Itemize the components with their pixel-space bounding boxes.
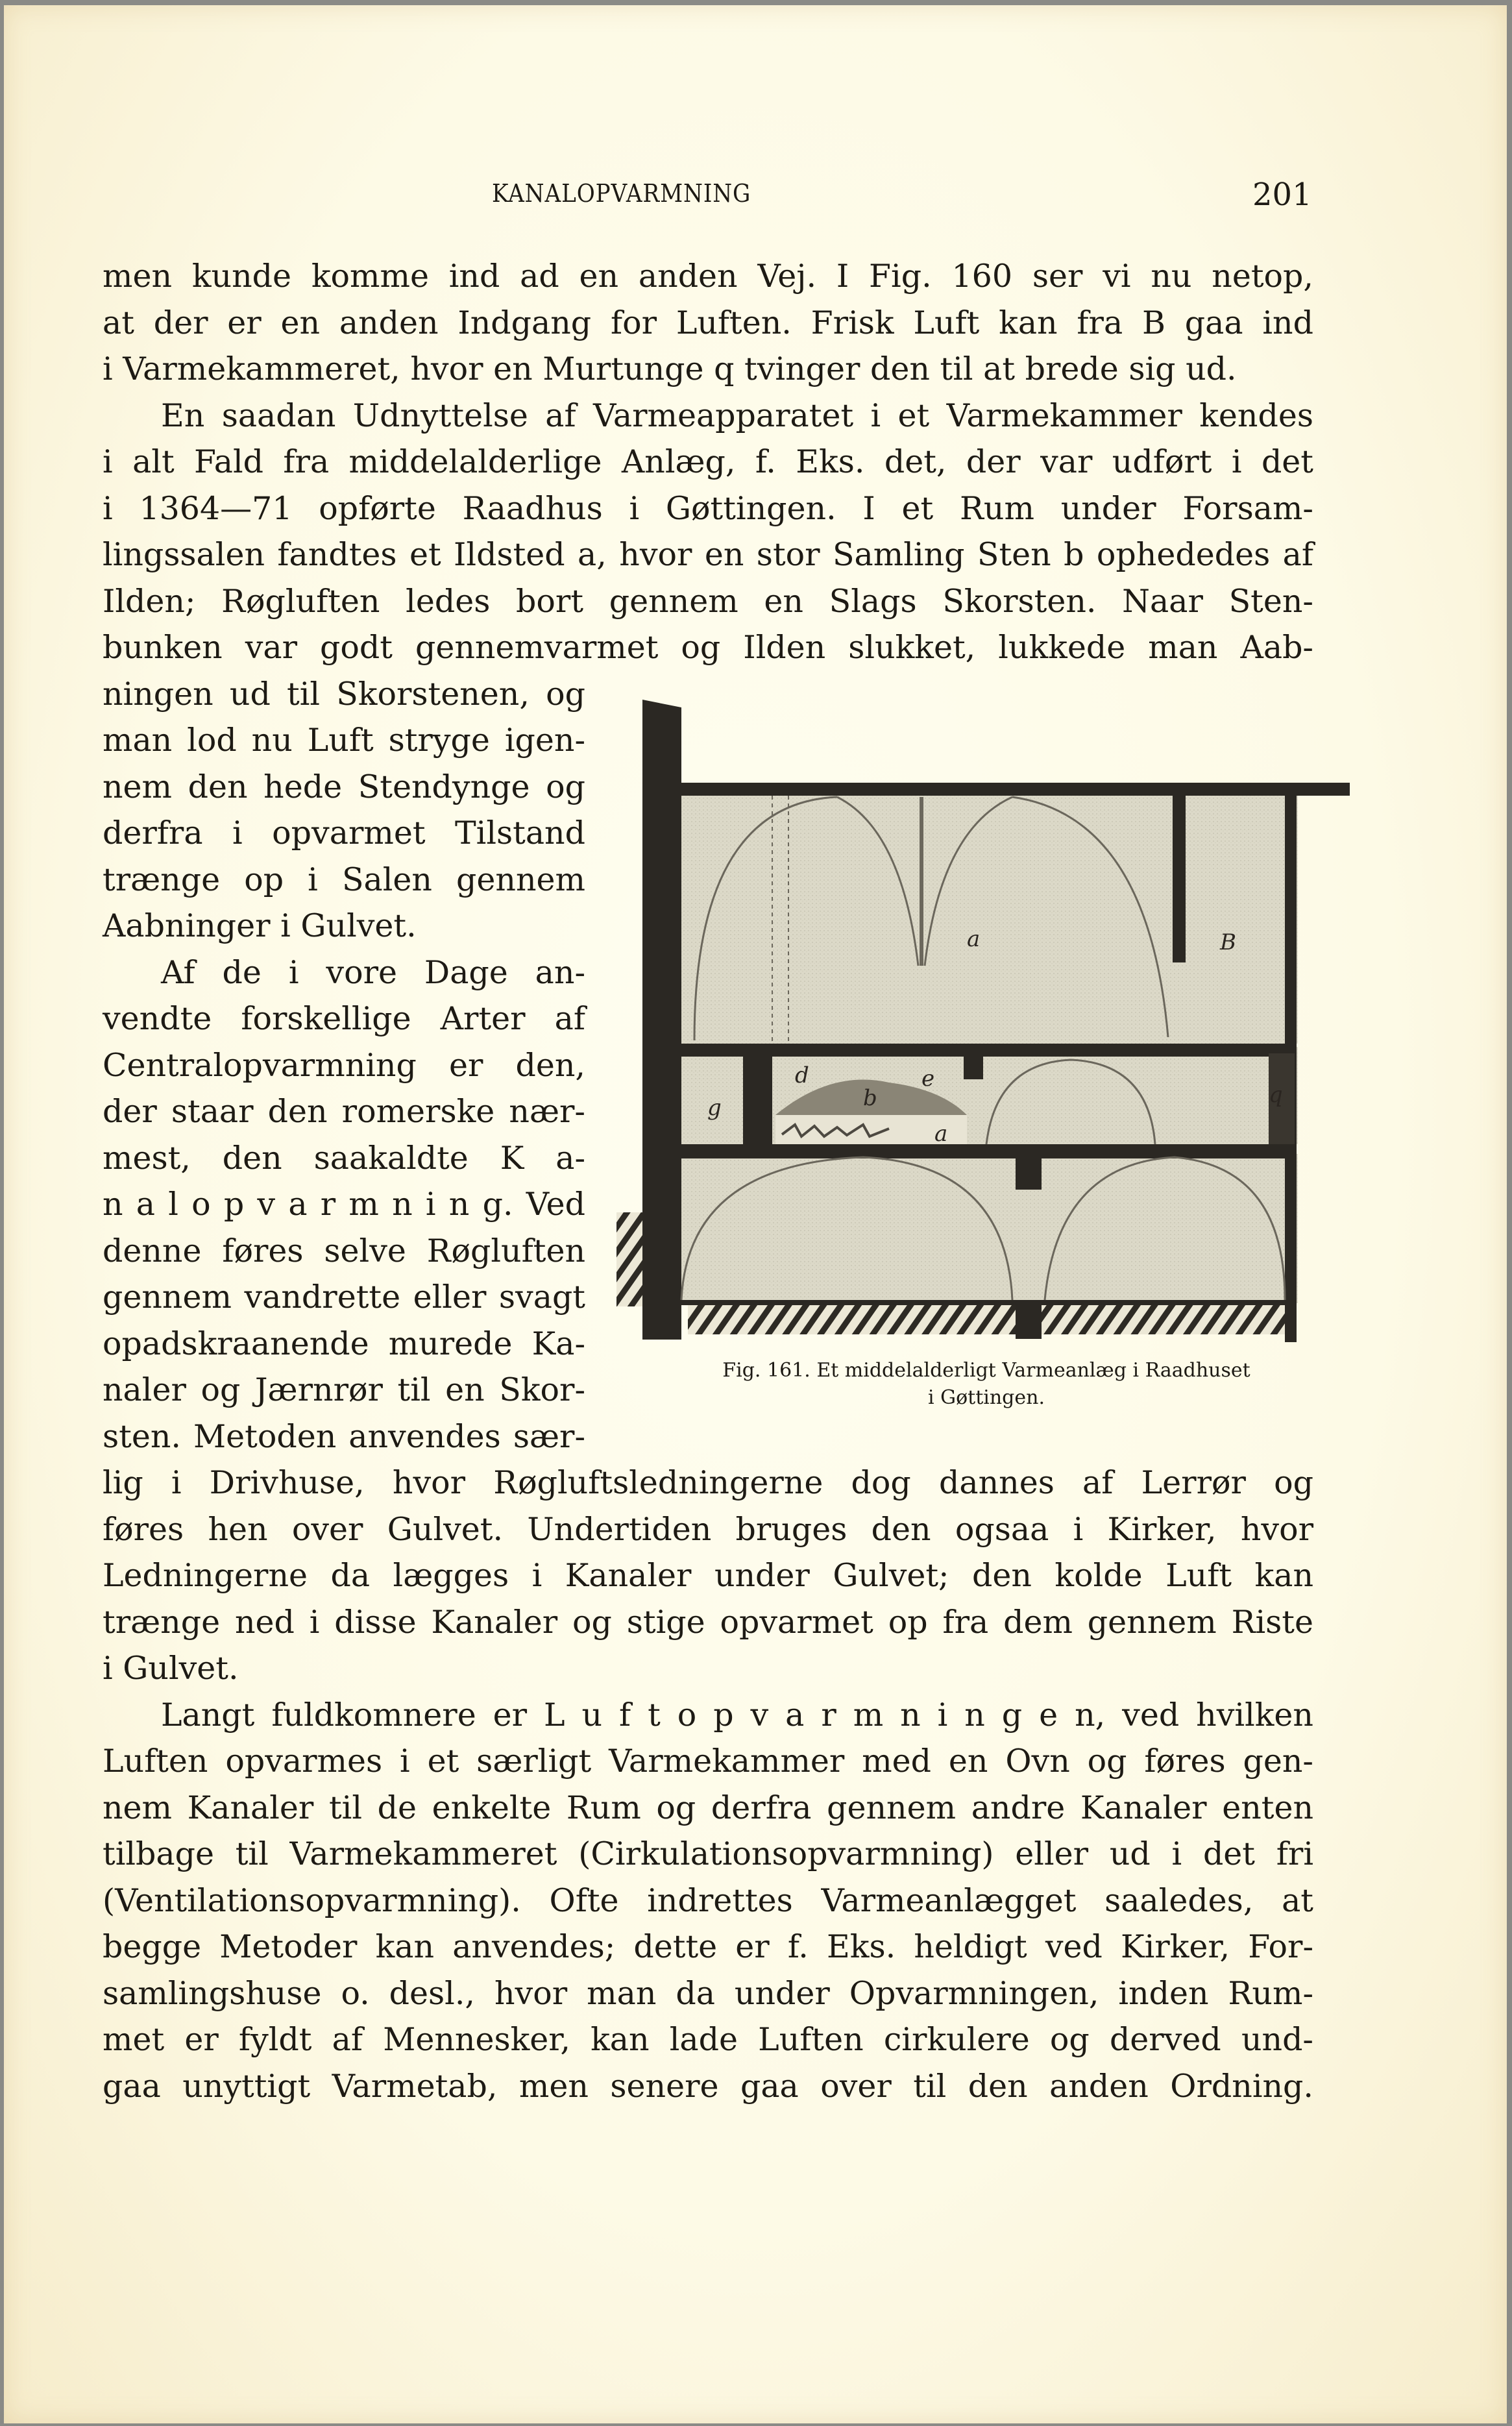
paragraph-start: Af de i vore Dage an- [161,954,585,991]
text-line: vendte forskellige Arter af [103,1000,585,1037]
text-line: bunken var godt gennemvarmet og Ilden slukket, lukkede man Aab- [103,629,1313,666]
paragraph-start: Langt fuldkomnere er L u f t o p v a r m n i n g e n, ved hvilken [161,1697,1313,1734]
label-flue: e [921,1066,935,1092]
text-line: (Ventilationsopvarmning). Ofte indrettes Varmeanlægget saaledes, at [103,1882,1313,1919]
text-line: begge Metoder kan anvendes; dette er f. Eks. heldigt ved Kirker, For- [103,1928,1313,1965]
cellar-column-base [1016,1300,1042,1339]
running-title: KANALOPVARMNING [492,179,751,208]
text-line: Luften opvarmes i et særligt Varmekammer med en Ovn og føres gen- [103,1743,1313,1780]
text-line: sten. Metoden anvendes sær- [103,1418,585,1455]
text-line: der staar den romerske nær- [103,1093,585,1130]
text-line: nem den hede Stendynge og [103,768,585,805]
text-line: man lod nu Luft stryge igen- [103,722,585,759]
chimney-wall [642,700,681,1340]
cellar-level [675,1154,1298,1303]
running-head [4,179,1507,218]
text-line: met er fyldt af Mennesker, kan lade Luften cirkulere og derved und- [103,2021,1313,2058]
floor-slab-2 [678,1144,1295,1158]
text-line: gaa unyttigt Varmetab, men senere gaa over til den anden Ordning. [103,2068,1313,2105]
text-line: lig i Drivhuse, hvor Røgluftsledningerne dog dannes af Lerrør og [103,1464,1313,1501]
page-number: 201 [1252,177,1312,213]
text-line: derfra i opvarmet Tilstand [103,815,585,852]
text-line: i 1364—71 opførte Raadhus i Gøttingen. I et Rum under Forsam- [103,490,1313,527]
label-vent: q [1269,1082,1283,1108]
text-line: i Gulvet. [103,1650,239,1687]
label-fire: a [934,1121,948,1147]
text-line: n a l o p v a r m n i n g. Ved [103,1186,585,1223]
foundation-hatch [688,1303,1285,1334]
text-line: mest, den saakaldte K a- [103,1140,585,1177]
chamber-wall-left [743,1053,772,1147]
text-line: tilbage til Varmekammeret (Cirkulationsopvarmning) eller ud i det fri [103,1835,1313,1872]
text-line: i Varmekammeret, hvor en Murtunge q tvinger den til at brede sig ud. [103,350,1237,387]
text-line: Ledningerne da lægges i Kanaler under Gulvet; den kolde Luft kan [103,1557,1313,1594]
text-line: føres hen over Gulvet. Undertiden bruges den ogsaa i Kirker, hvor [103,1511,1313,1548]
text-line: gennem vandrette eller svagt [103,1279,585,1316]
text-line: Aabninger i Gulvet. [103,907,417,944]
label-stones: b [863,1085,877,1111]
book-page [4,5,1507,2423]
text-line: nem Kanaler til de enkelte Rum og derfra gennem andre Kanaler enten [103,1789,1313,1826]
text-line: i alt Fald fra middelalderlige Anlæg, f. Eks. det, der var udført i det [103,443,1313,480]
roof-slab [678,783,1350,796]
figure-heating-section [616,700,1356,1342]
paragraph-start: En saadan Udnyttelse af Varmeapparatet i et Varmekammer kendes [161,397,1313,434]
text-line: ningen ud til Skorstenen, og [103,676,585,713]
text-line: trænge ned i disse Kanaler og stige opvarmet op fra dem gennem Riste [103,1604,1313,1641]
text-line: naler og Jærnrør til en Skor- [103,1371,585,1408]
label-grate: g [707,1095,722,1121]
text-line: lingssalen fandtes et Ildsted a, hvor en stor Samling Sten b ophededes af [103,536,1313,573]
figure-caption-cont: i Gøttingen. [928,1386,1045,1409]
label-door: d [795,1062,809,1088]
figure-caption: Fig. 161. Et middelalderligt Varmeanlæg i Raadhuset [722,1359,1250,1382]
text-line: trænge op i Salen gennem [103,861,585,898]
label-side-room: B [1220,929,1236,955]
text-line: men kunde komme ind ad en anden Vej. I Fig. 160 ser vi nu netop, [103,258,1313,295]
cellar-column [1016,1154,1042,1190]
upper-hall-a [675,790,1298,1044]
text-line: denne føres selve Røgluften [103,1232,585,1269]
cellar-floor [678,1300,1288,1305]
text-line: Centralopvarmning er den, [103,1047,585,1084]
label-hall: a [967,926,981,952]
text-line: Ilden; Røgluften ledes bort gennem en Slags Skorsten. Naar Sten- [103,583,1313,620]
chamber-wall-right [964,1053,983,1079]
text-line: opadskraanende murede Ka- [103,1325,585,1362]
partition-upper [1173,794,1186,962]
text-line: samlingshuse o. desl., hvor man da under Opvarmningen, inden Rum- [103,1975,1313,2012]
text-line: at der er en anden Indgang for Luften. Frisk Luft kan fra B gaa ind [103,304,1313,341]
